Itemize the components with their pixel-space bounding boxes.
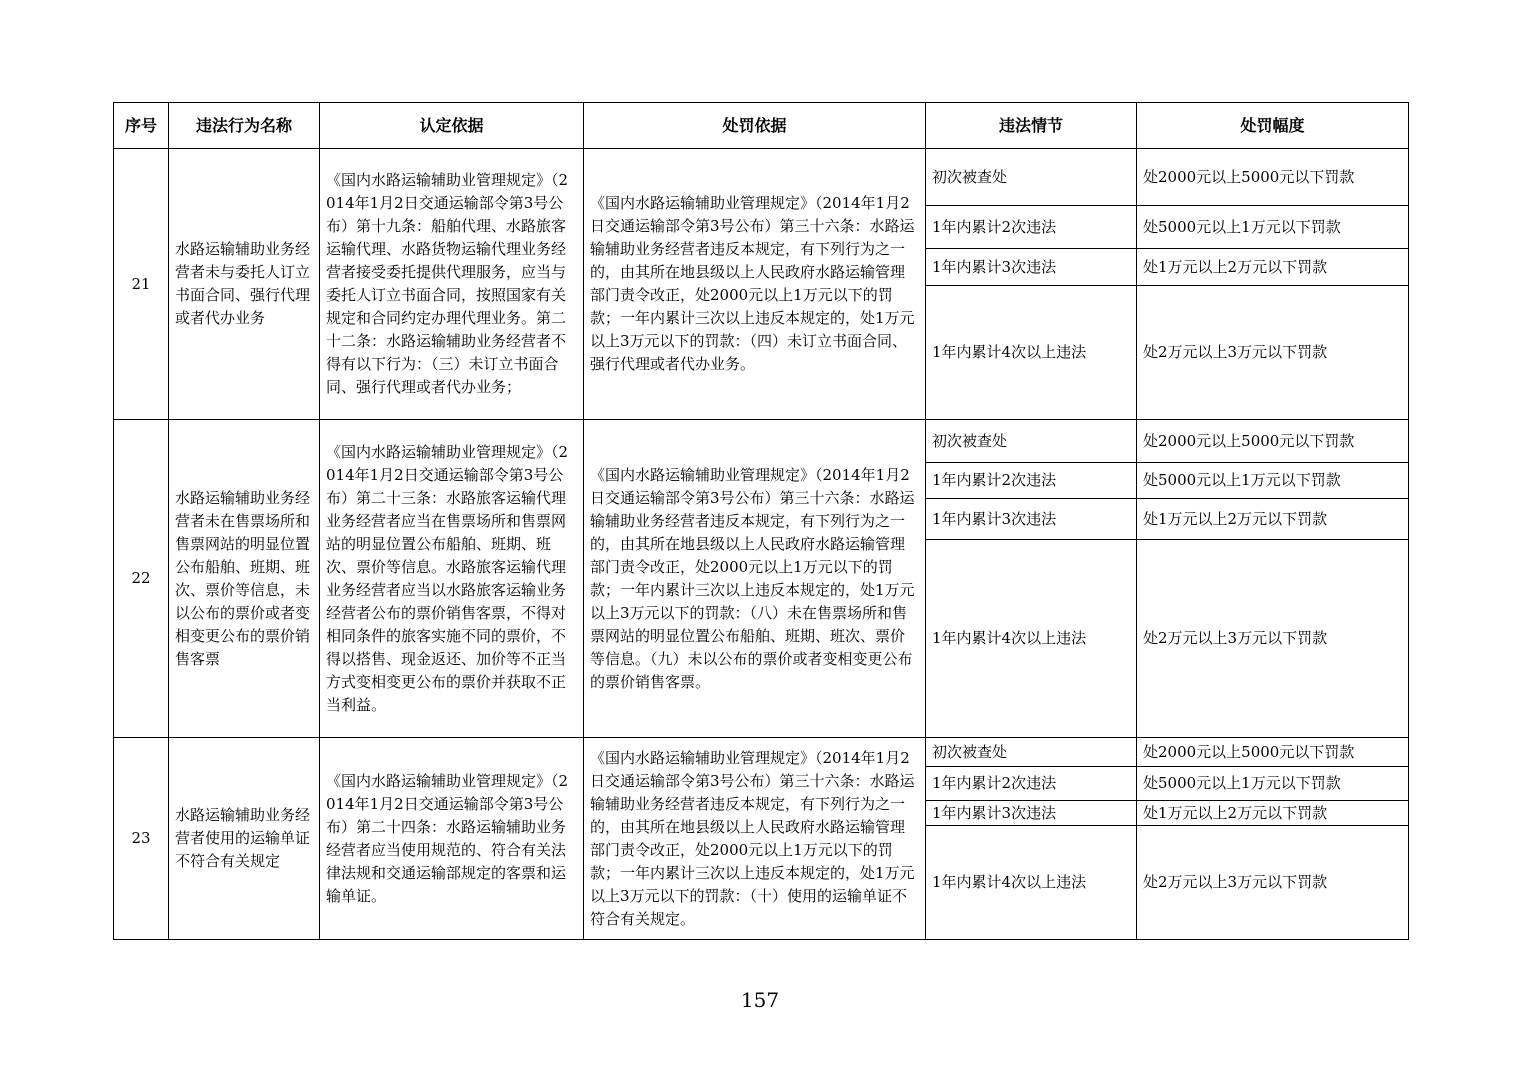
penalty-range: 处1万元以上2万元以下罚款 [1137, 801, 1409, 826]
table-row [114, 420, 1409, 463]
header-determination-basis: 认定依据 [320, 103, 584, 149]
header-circumstance: 违法情节 [926, 103, 1137, 149]
violation-name: 水路运输辅助业务经营者使用的运输单证不符合有关规定 [169, 738, 320, 940]
penalty-range: 处5000元以上1万元以下罚款 [1137, 463, 1409, 499]
penalty-range: 处5000元以上1万元以下罚款 [1137, 206, 1409, 249]
penalty-range: 处2000元以上5000元以下罚款 [1137, 420, 1409, 463]
determination-basis: 《国内水路运输辅助业管理规定》（2014年1月2日交通运输部令第3号公布）第二十三条：水路旅客运输代理业务经营者应当在售票场所和售票网站的明显位置公布船舶、班期、班次、票价等信息。水路旅客运输代理业务经营者应当以水路旅客运输业务经营者公布的票价销售客票，不得对相同条件的旅客实施不同的票价，不得以搭售、现金返还、加价等不正当方式变相变更公布的票价并获取不正当利益。 [320, 420, 584, 738]
circumstance: 初次被查处 [926, 420, 1137, 463]
header-penalty-range: 处罚幅度 [1137, 103, 1409, 149]
row-seq: 21 [114, 149, 169, 420]
circumstance: 1年内累计2次违法 [926, 463, 1137, 499]
penalty-range: 处2000元以上5000元以下罚款 [1137, 149, 1409, 206]
table-row [114, 149, 1409, 206]
circumstance: 1年内累计3次违法 [926, 801, 1137, 826]
header-violation-name: 违法行为名称 [169, 103, 320, 149]
violation-name: 水路运输辅助业务经营者未在售票场所和售票网站的明显位置公布船舶、班期、班次、票价等信息，未以公布的票价或者变相变更公布的票价销售客票 [169, 420, 320, 738]
violation-name: 水路运输辅助业务经营者未与委托人订立书面合同、强行代理或者代办业务 [169, 149, 320, 420]
penalty-basis: 《国内水路运输辅助业管理规定》（2014年1月2日交通运输部令第3号公布）第三十六条：水路运输辅助业务经营者违反本规定，有下列行为之一的，由其所在地县级以上人民政府水路运输管理部门责令改正，处2000元以上1万元以下的罚款；一年内累计三次以上违反本规定的，处1万元以上3万元以下的罚款：（十）使用的运输单证不符合有关规定。 [584, 738, 926, 940]
table-row [114, 738, 1409, 767]
circumstance: 1年内累计4次以上违法 [926, 286, 1137, 420]
determination-basis: 《国内水路运输辅助业管理规定》（2014年1月2日交通运输部令第3号公布）第十九条：船舶代理、水路旅客运输代理、水路货物运输代理业务经营者接受委托提供代理服务，应当与委托人订立书面合同，按照国家有关规定和合同约定办理代理业务。第二十二条：水路运输辅助业务经营者不得有以下行为：（三）未订立书面合同、强行代理或者代办业务； [320, 149, 584, 420]
row-seq: 23 [114, 738, 169, 940]
circumstance: 1年内累计3次违法 [926, 249, 1137, 286]
circumstance: 初次被查处 [926, 738, 1137, 767]
header-seq: 序号 [114, 103, 169, 149]
penalty-range: 处2000元以上5000元以下罚款 [1137, 738, 1409, 767]
circumstance: 1年内累计4次以上违法 [926, 540, 1137, 738]
header-row [114, 103, 1409, 149]
circumstance: 1年内累计2次违法 [926, 206, 1137, 249]
penalty-table [113, 102, 1409, 940]
determination-basis: 《国内水路运输辅助业管理规定》（2014年1月2日交通运输部令第3号公布）第二十四条：水路运输辅助业务经营者应当使用规范的、符合有关法律法规和交通运输部规定的客票和运输单证。 [320, 738, 584, 940]
penalty-range: 处2万元以上3万元以下罚款 [1137, 826, 1409, 940]
circumstance: 1年内累计3次违法 [926, 499, 1137, 540]
penalty-range: 处2万元以上3万元以下罚款 [1137, 286, 1409, 420]
circumstance: 初次被查处 [926, 149, 1137, 206]
penalty-range: 处1万元以上2万元以下罚款 [1137, 249, 1409, 286]
penalty-range: 处1万元以上2万元以下罚款 [1137, 499, 1409, 540]
penalty-basis: 《国内水路运输辅助业管理规定》（2014年1月2日交通运输部令第3号公布）第三十六条：水路运输辅助业务经营者违反本规定，有下列行为之一的，由其所在地县级以上人民政府水路运输管理部门责令改正，处2000元以上1万元以下的罚款；一年内累计三次以上违反本规定的，处1万元以上3万元以下的罚款：（四）未订立书面合同、强行代理或者代办业务。 [584, 149, 926, 420]
penalty-range: 处2万元以上3万元以下罚款 [1137, 540, 1409, 738]
penalty-range: 处5000元以上1万元以下罚款 [1137, 767, 1409, 801]
page-number: 157 [740, 988, 780, 1012]
penalty-basis: 《国内水路运输辅助业管理规定》（2014年1月2日交通运输部令第3号公布）第三十六条：水路运输辅助业务经营者违反本规定，有下列行为之一的，由其所在地县级以上人民政府水路运输管理部门责令改正，处2000元以上1万元以下的罚款；一年内累计三次以上违反本规定的，处1万元以上3万元以下的罚款：（八）未在售票场所和售票网站的明显位置公布船舶、班期、班次、票价等信息。（九）未以公布的票价或者变相变更公布的票价销售客票。 [584, 420, 926, 738]
circumstance: 1年内累计4次以上违法 [926, 826, 1137, 940]
circumstance: 1年内累计2次违法 [926, 767, 1137, 801]
row-seq: 22 [114, 420, 169, 738]
header-penalty-basis: 处罚依据 [584, 103, 926, 149]
